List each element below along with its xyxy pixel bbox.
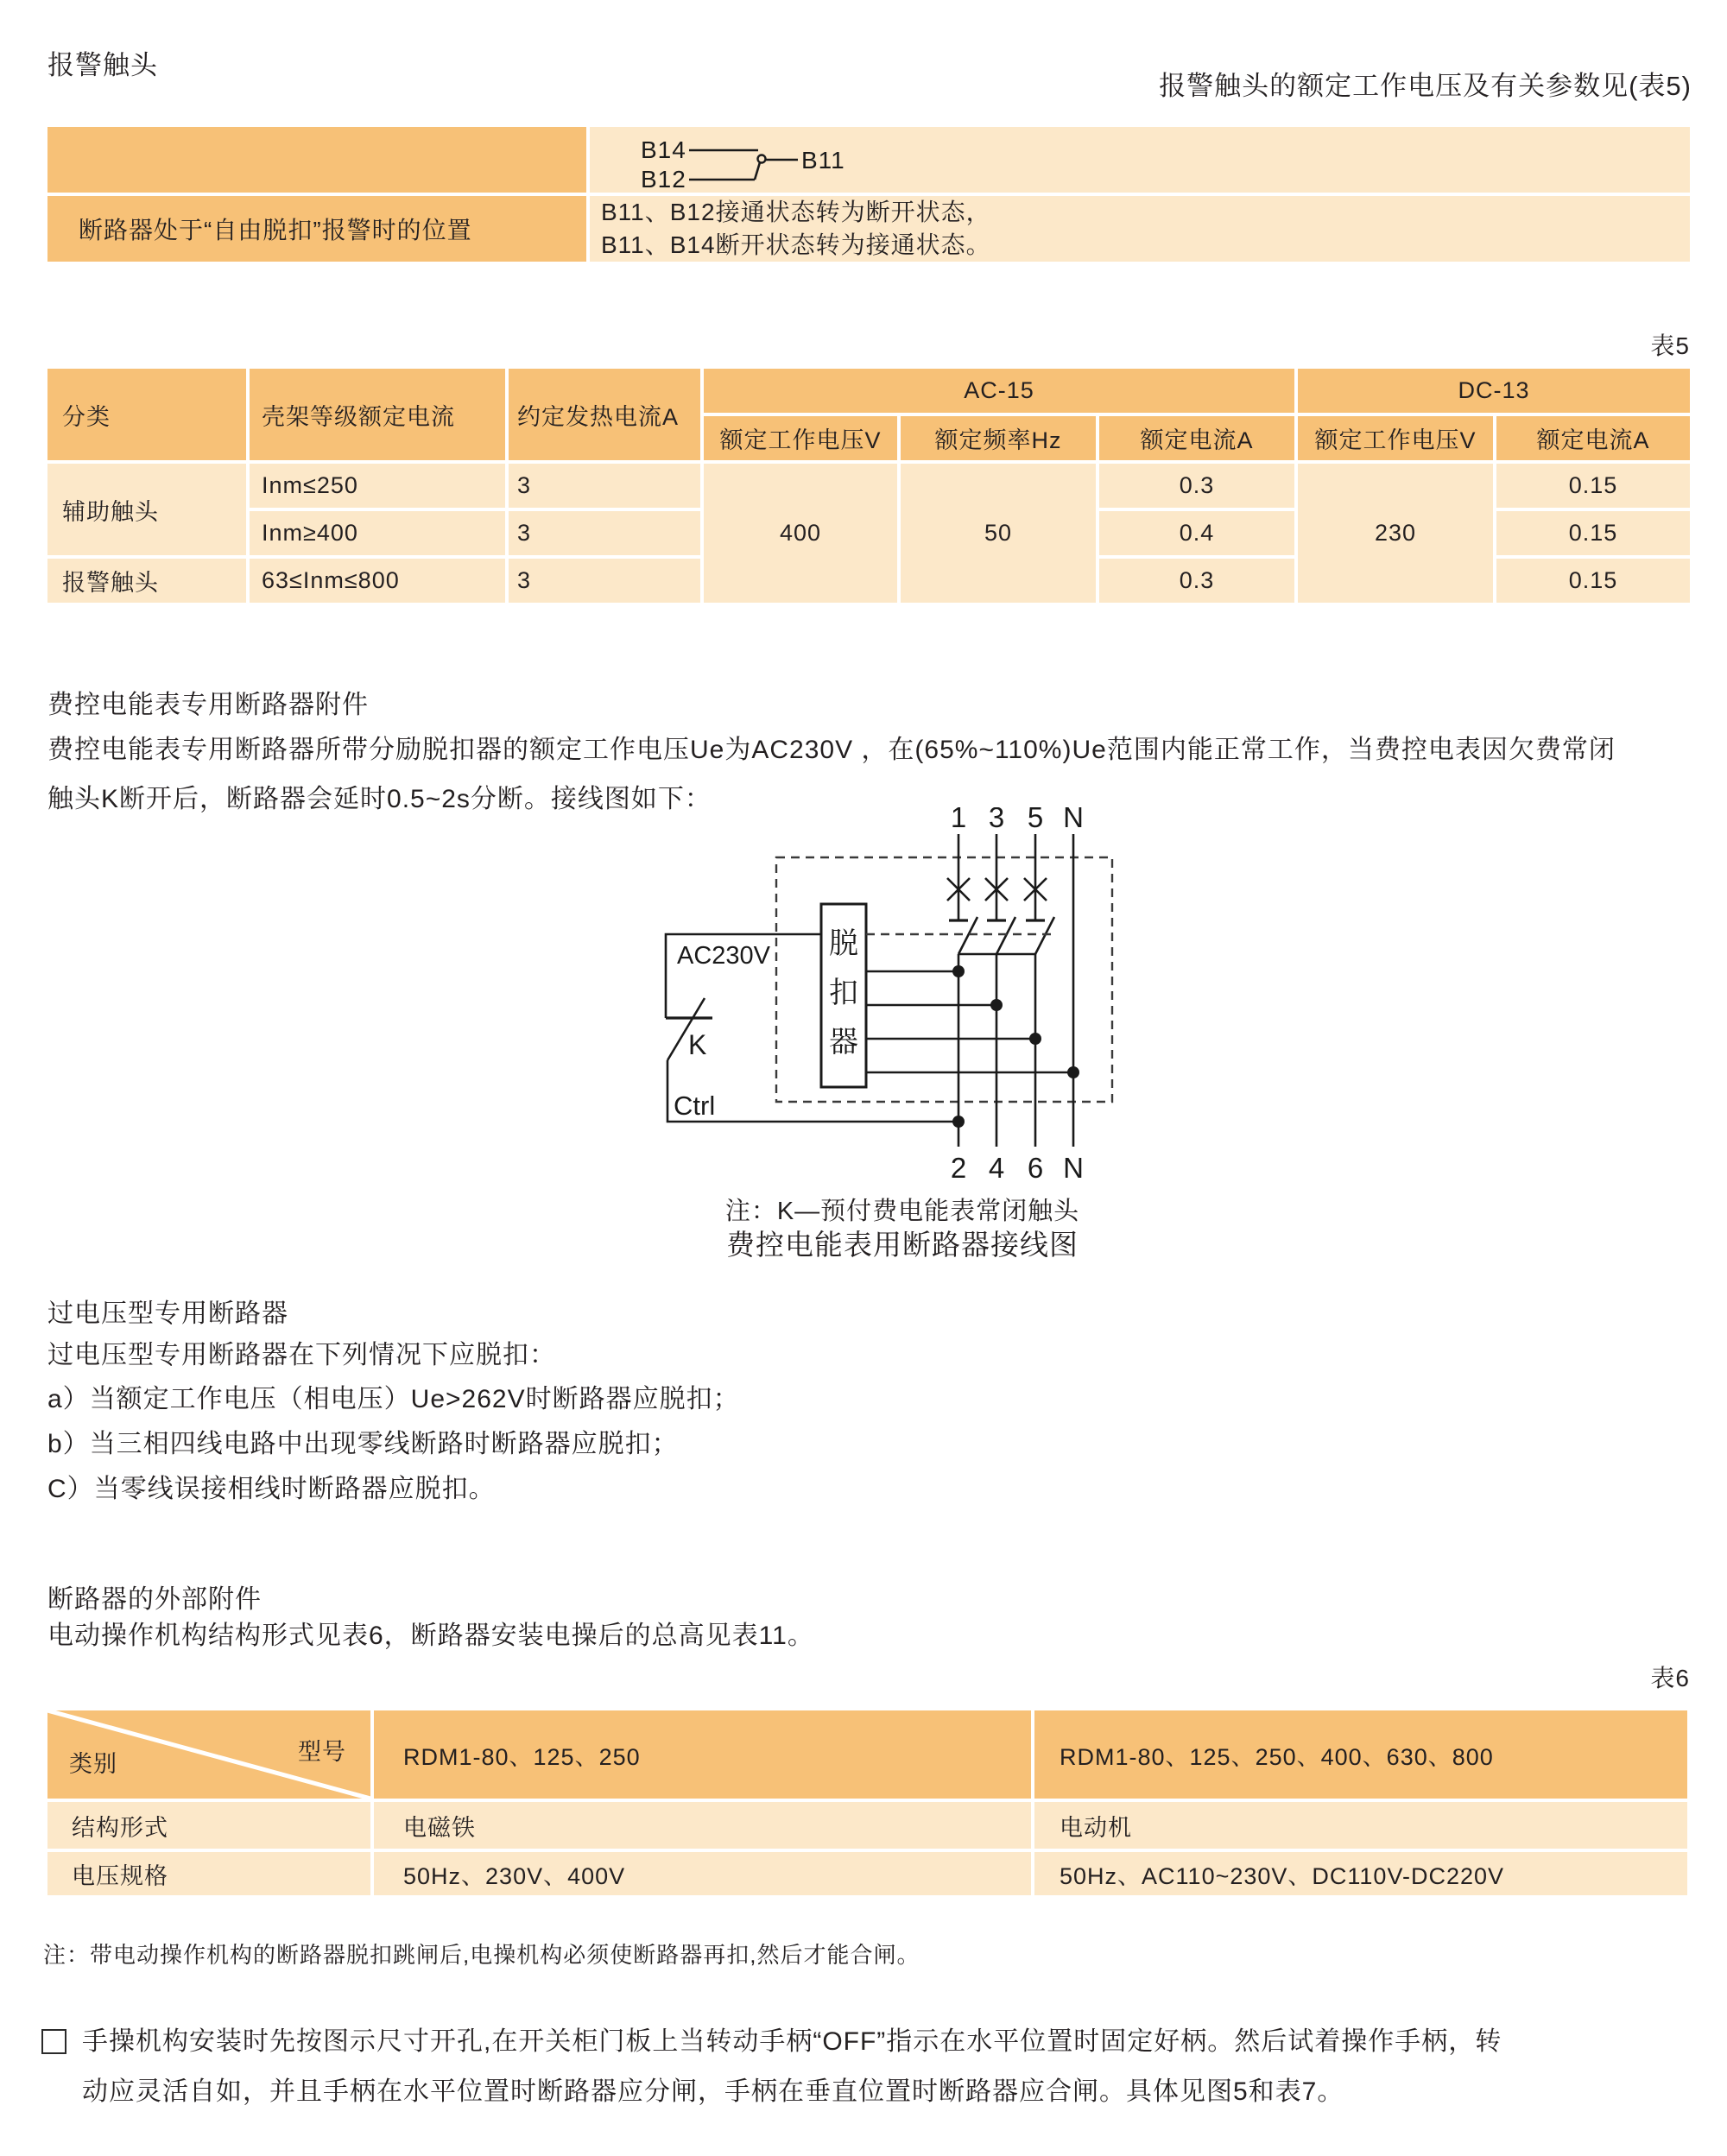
overvoltage-item-b: b）当三相四线电路中出现零线断路时断路器应脱扣；	[47, 1430, 679, 1458]
t6-r1-b: 电动机	[1034, 1802, 1687, 1849]
external-heading: 断路器的外部附件	[47, 1585, 262, 1614]
alarm-contact-diagram-cell	[590, 127, 1690, 193]
contact-ratings-table	[47, 369, 1690, 603]
t5-r2-ith: 3	[509, 511, 700, 555]
manual-note-line2: 动应灵活自如，并且手柄在水平位置时断路器应分闸，手柄在垂直位置时断路器应合闸。具体见图5和表7。	[82, 2077, 1344, 2106]
wiring-diagram	[604, 807, 1140, 1196]
t5-r1-dc-current: 0.15	[1496, 464, 1690, 508]
terminal-b14-label: B14	[641, 136, 686, 163]
t6-r1-a: 电磁铁	[374, 1802, 1031, 1849]
alarm-contact-symbol	[631, 131, 890, 192]
trip-unit-output-wires	[866, 971, 1073, 1072]
top-terminal-5: 5	[1027, 807, 1044, 833]
t5-h-classification: 分类	[47, 369, 246, 460]
motor-operator-table	[47, 1710, 1687, 1895]
trip-unit-char-2: 扣	[829, 977, 858, 1009]
page-title: 报警触头	[47, 50, 158, 80]
alarm-contact-table	[47, 127, 1690, 262]
t6-h-model: 型号	[298, 1739, 346, 1765]
header-note: 报警触头的额定工作电压及有关参数见(表5)	[1159, 71, 1692, 101]
t5-h-dc13-voltage: 额定工作电压V	[1298, 416, 1493, 460]
table6-note: 注：带电动操作机构的断路器脱扣跳闸后,电操机构必须使断路器再扣,然后才能合闸。	[43, 1942, 920, 1968]
t5-shared-frequency: 50	[901, 464, 1096, 603]
t5-h-dc13-current: 额定电流A	[1496, 416, 1690, 460]
table5-caption: 表5	[1650, 332, 1690, 359]
t5-h-frame-current: 壳架等级额定电流	[250, 369, 505, 460]
t5-h-ac15-voltage: 额定工作电压V	[704, 416, 897, 460]
junction-dot-n	[1067, 1066, 1079, 1078]
external-body: 电动操作机构结构形式见表6，断路器安装电操后的总高见表11。	[47, 1622, 814, 1650]
contact-blade	[755, 162, 760, 180]
alarm-state-line2: B11、B14断开状态转为接通状态。	[601, 231, 991, 258]
top-terminal-3: 3	[988, 807, 1005, 833]
junction-dot-2	[952, 1116, 965, 1128]
t5-r1-ith: 3	[509, 464, 700, 508]
t5-r1-frame: Inm≤250	[250, 464, 505, 508]
junction-dot-3	[990, 999, 1003, 1011]
bottom-terminal-6: 6	[1027, 1152, 1044, 1184]
junction-dot-5	[1029, 1033, 1041, 1045]
phase-lines-upper	[958, 834, 1035, 920]
top-terminal-1: 1	[950, 807, 967, 833]
t5-h-ac15: AC-15	[704, 369, 1294, 413]
terminal-b11-label: B11	[801, 147, 845, 174]
bottom-terminal-4: 4	[988, 1152, 1005, 1184]
t6-r2-label: 电压规格	[47, 1852, 370, 1895]
t6-r2-a: 50Hz、230V、400V	[374, 1852, 1031, 1895]
t5-h-ac15-frequency: 额定频率Hz	[901, 416, 1096, 460]
switch-k-label: K	[688, 1029, 707, 1060]
checkbox-icon	[41, 2029, 66, 2054]
ctrl-label: Ctrl	[674, 1091, 716, 1121]
t5-r3-frame: 63≤Inm≤800	[250, 559, 505, 603]
alarm-position-label: 断路器处于“自由脱扣”报警时的位置	[47, 196, 586, 262]
t5-r2-ac-current: 0.4	[1099, 511, 1294, 555]
t5-r3-ith: 3	[509, 559, 700, 603]
t6-h-models-a: RDM1-80、125、250	[374, 1710, 1031, 1799]
bottom-terminal-n: N	[1063, 1152, 1084, 1184]
diagram-caption: 费控电能表用断路器接线图	[726, 1229, 1079, 1261]
alarm-state-description	[590, 196, 1690, 262]
junction-dot-1	[952, 965, 965, 977]
table6-caption: 表6	[1650, 1665, 1690, 1691]
diagram-note: 注：K—预付费电能表常闭触头	[724, 1198, 1080, 1225]
trip-unit-char-3: 器	[829, 1026, 858, 1059]
t5-h-thermal-current: 约定发热电流A	[509, 369, 700, 460]
bottom-terminal-2: 2	[950, 1152, 967, 1184]
top-terminal-n: N	[1063, 807, 1084, 833]
phase-lines-lower	[958, 954, 1035, 1147]
meter-section-heading: 费控电能表专用断路器附件	[47, 691, 369, 719]
meter-section-line1: 费控电能表专用断路器所带分励脱扣器的额定工作电压Ue为AC230V ，在(65%~110%)Ue范围内能正常工作，当费控电表因欠费常闭	[47, 736, 1616, 764]
t6-r2-b: 50Hz、AC110~230V、DC110V-DC220V	[1034, 1852, 1687, 1895]
t5-r3-ac-current: 0.3	[1099, 559, 1294, 603]
alarm-table-empty-cell	[47, 127, 586, 193]
t6-diagonal-header-cell	[47, 1710, 370, 1799]
t5-shared-ac-voltage: 400	[704, 464, 897, 603]
manual-note-line1: 手操机构安装时先按图示尺寸开孔,在开关柜门板上当转动手柄“OFF”指示在水平位置时固定好柄。然后试着操作手柄，转	[82, 2027, 1502, 2056]
t5-group-aux: 辅助触头	[47, 464, 246, 555]
alarm-state-line1: B11、B12接通状态转为断开状态，	[601, 199, 991, 225]
t5-r3-dc-current: 0.15	[1496, 559, 1690, 603]
t5-shared-dc-voltage: 230	[1298, 464, 1493, 603]
t5-r2-dc-current: 0.15	[1496, 511, 1690, 555]
t5-group-alarm: 报警触头	[47, 559, 246, 603]
overvoltage-intro: 过电压型专用断路器在下列情况下应脱扣：	[47, 1341, 556, 1369]
trip-unit-char-1: 脱	[829, 927, 858, 960]
manual-note-block	[41, 2017, 1502, 2117]
terminal-b12-label: B12	[641, 166, 686, 192]
t6-h-category: 类别	[69, 1751, 117, 1777]
contact-pivot	[758, 155, 766, 163]
t5-h-ac15-current: 额定电流A	[1099, 416, 1294, 460]
t5-r2-frame: Inm≥400	[250, 511, 505, 555]
source-label: AC230V	[677, 942, 771, 970]
meter-section-line2: 触头K断开后，断路器会延时0.5~2s分断。接线图如下：	[47, 785, 712, 813]
overvoltage-heading: 过电压型专用断路器	[47, 1299, 288, 1328]
t6-r1-label: 结构形式	[47, 1802, 370, 1849]
t5-r1-ac-current: 0.3	[1099, 464, 1294, 508]
overvoltage-item-a: a）当额定工作电压（相电压）Ue>262V时断路器应脱扣；	[47, 1385, 740, 1413]
t6-h-models-b: RDM1-80、125、250、400、630、800	[1034, 1710, 1687, 1799]
switch-blades	[958, 917, 1054, 954]
overvoltage-item-c: C）当零线误接相线时断路器应脱扣。	[47, 1475, 496, 1503]
t5-h-dc13: DC-13	[1298, 369, 1690, 413]
